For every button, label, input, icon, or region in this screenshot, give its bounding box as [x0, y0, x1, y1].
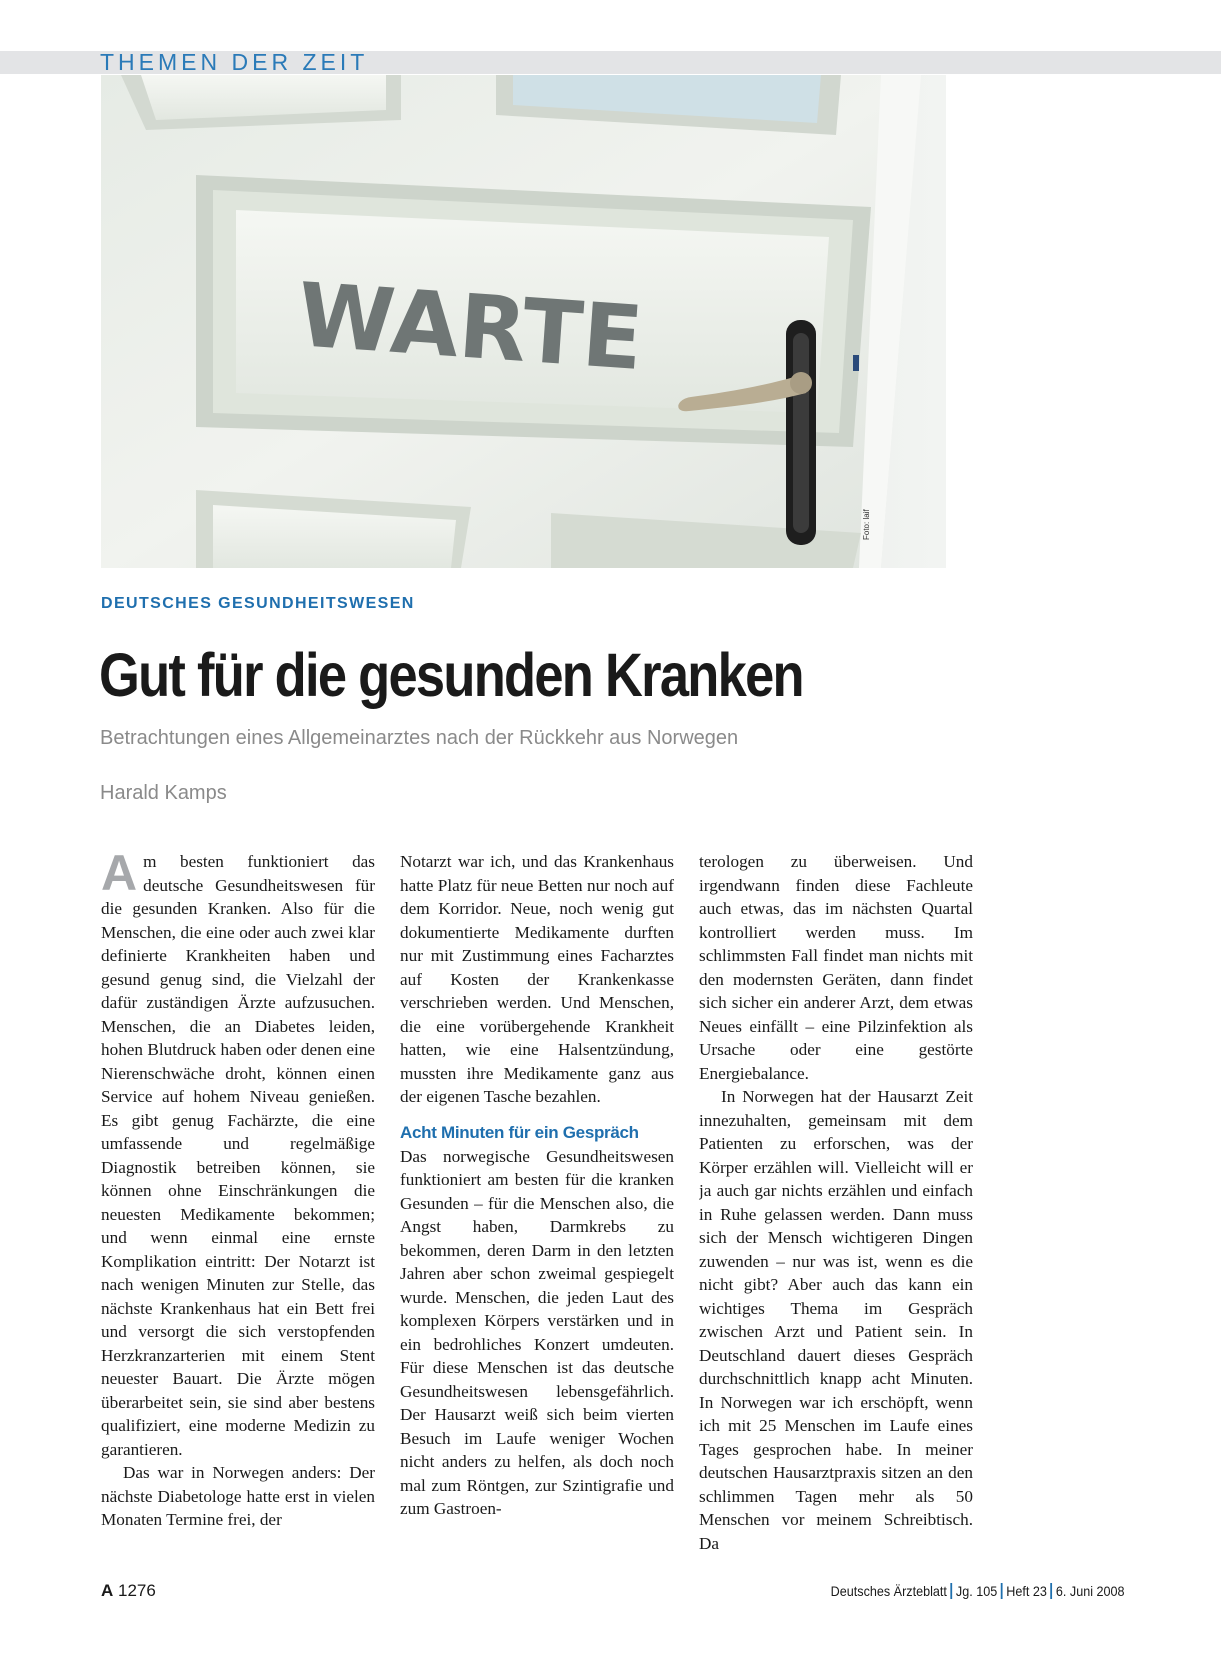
journal-issue: Heft 23 [1006, 1583, 1048, 1599]
paragraph: Das norwegische Gesundheitswesen funktioniert am besten für die kranken Gesunden – für die Menschen also, die Angst haben, Darmkrebs zu bekommen, deren Darm in den letzten Jahren aber schon zweimal gespiegelt wurde. Menschen, die jeden Laut des komplexen Körpers verstärken und in ein bedrohliches Konzert umdeuten. Für diese Menschen ist das deutsche Gesundheitswesen lebensgefährlich. Der Hausarzt weiß sich beim vierten Besuch im Laufe weniger Wochen nicht anders zu helfen, als doch noch mal zum Röntgen, zur Szintigrafie und zum Gastroen- [400, 1146, 674, 1518]
page-prefix: A [101, 1581, 114, 1600]
journal-volume: Jg. 105 [956, 1583, 998, 1599]
section-label: THEMEN DER ZEIT [100, 49, 369, 75]
text-column-3 [699, 850, 973, 1560]
article-subtitle: Betrachtungen eines Allgemeinarztes nach der Rückkehr aus Norwegen [100, 727, 739, 749]
article-photo [101, 75, 946, 568]
article-kicker: DEUTSCHES GESUNDHEITSWESEN [101, 595, 415, 612]
photo-credit: Foto: laif [862, 509, 871, 540]
paragraph-text: m besten funktioniert das deutsche Gesundheitswesen für die gesunden Kranken. Also für die Menschen, die eine oder auch zwei klar definierte Krankheiten haben und gesund genug sind, die Vielzahl der dafür zuständigen Ärzte aufzusuchen. Menschen, die an Diabetes leiden, hohen Blutdruck haben oder denen eine Nierenschwäche droht, können einen Service auf hohem Niveau genießen. Es gibt genug Fachärzte, die eine umfassende und regelmäßige Diagnostik betreiben können, sie können ohne Einschränkungen die neuesten Medikamente bekommen; und wenn einmal eine ernste Komplikation eintritt: Der Notarzt ist nach wenigen Minuten zur Stelle, das nächste Krankenhaus hat ein Bett frei und versorgt die sich verstopfenden Herzkranzarterien mit einem Stent neuester Bauart. Die Ärzte mögen überarbeitet sein, sie sind aber bestens qualifiziert, eine moderne Medizin zu garantieren. [101, 852, 375, 1459]
page-number-value: 1276 [118, 1581, 156, 1600]
text-column-1 [101, 850, 375, 1560]
paragraph: Notarzt war ich, und das Krankenhaus hatte Platz für neue Betten nur noch auf dem Korridor. Neue, noch wenig gut dokumentierte Medikamente durften nur mit Zustimmung eines Facharztes auf Kosten der Krankenkasse verschrieben werden. Und Menschen, die eine vorübergehende Krankheit hatten, wie eine Halsentzündung, mussten ihre Medikamente ganz aus der eigenen Tasche bezahlen. [400, 852, 674, 1106]
section-heading: Acht Minuten für ein Gespräch [400, 1122, 639, 1142]
article-author: Harald Kamps [100, 782, 227, 804]
journal-name: Deutsches Ärzteblatt [831, 1583, 948, 1599]
page-number [101, 1581, 156, 1601]
door-sign-text: WARTE [294, 263, 647, 391]
paragraph: Das war in Norwegen anders: Der nächste Diabetologe hatte erst in vielen Monaten Termine frei, der [101, 1463, 375, 1529]
footer-divider [1001, 1583, 1003, 1599]
article-title: Gut für die gesunden Kranken [99, 641, 803, 709]
journal-footer [831, 1583, 1125, 1599]
drop-cap: A [101, 850, 138, 901]
journal-date: 6. Juni 2008 [1056, 1583, 1125, 1599]
paragraph: terologen zu überweisen. Und irgendwann finden diese Fachleute auch etwas, das im nächsten Quartal kontrolliert werden muss. Im schlimmsten Fall findet man nichts mit den modernsten Geräten, dann findet sich sicher ein anderer Arzt, dem etwas Neues einfällt – eine Pilzinfektion als Ursache oder eine gestörte Energiebalance. [699, 852, 973, 1083]
paragraph [101, 850, 375, 1461]
text-column-2 [400, 850, 674, 1560]
footer-divider [1051, 1583, 1053, 1599]
footer-divider [951, 1583, 953, 1599]
paragraph: In Norwegen hat der Hausarzt Zeit innezuhalten, gemeinsam mit dem Patienten zu erforschen, was der Körper erzählen will. Vielleicht will er ja auch gar nichts erzählen und einfach in Ruhe gelassen werden. Dann muss sich der Mensch wichtigeren Dingen zuwenden – nur was ist, wenn es die nicht gibt? Aber auch das kann ein wichtiges Thema im Gespräch zwischen Arzt und Patient sein. In Deutschland dauert dieses Gespräch durchschnittlich knapp acht Minuten. In Norwegen war ich erschöpft, wenn ich mit 25 Menschen im Laufe eines Tages gesprochen habe. In meiner deutschen Hausarztpraxis sitzen an den schlimmen Tagen mehr als 50 Menschen vor meinem Schreibtisch. Da [699, 1087, 973, 1553]
